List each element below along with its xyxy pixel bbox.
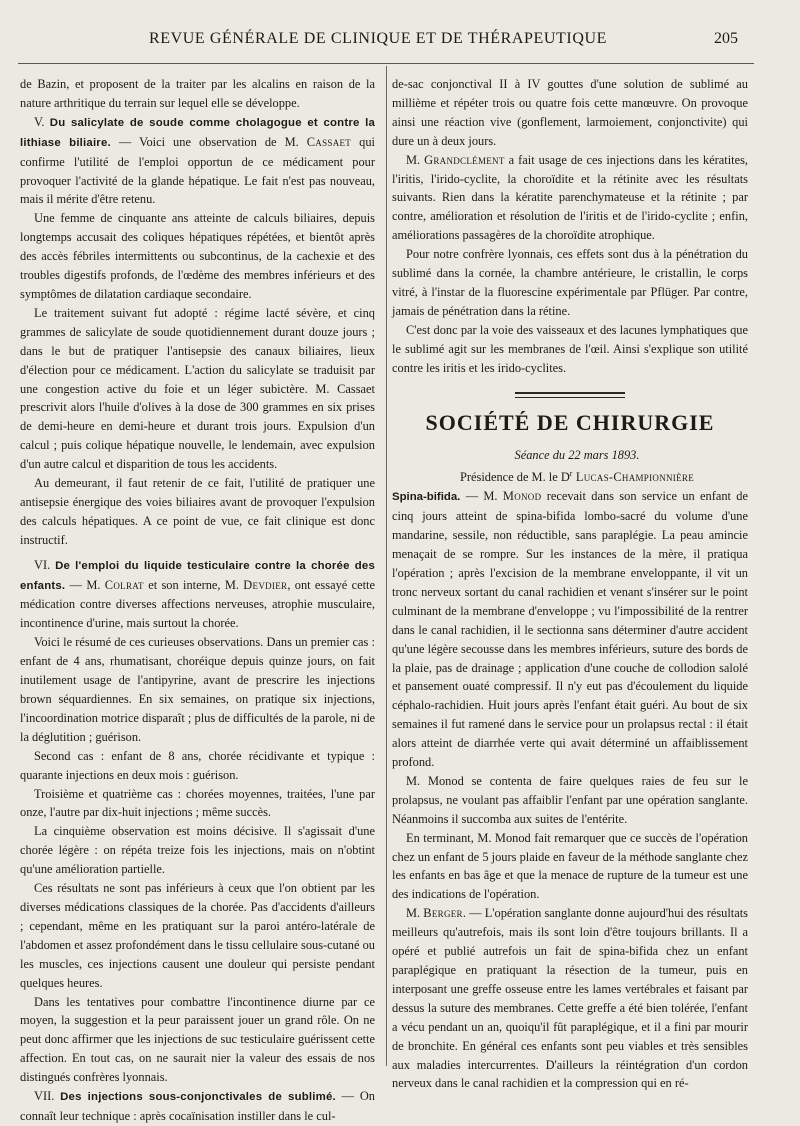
paragraph: Second cas : enfant de 8 ans, chorée récidivante et typique : quarante injections en deux mois : guérison. <box>20 748 375 782</box>
right-column <box>392 75 748 1093</box>
paragraph: Ces résultats ne sont pas inférieurs à ceux que l'on obtient par les diverses médications classiques de la chorée. Pas d'accidents d'ailleurs ; cependant, même en les pratiquant sur la paroi antéro-latérale de l'abdomen et assez profondément dans le tissu cellulaire sous-cutané ou les muscles, ces injections causent une douleur qui persiste pendant quelques heures. <box>20 881 375 990</box>
superscript: r <box>569 469 573 479</box>
header-rule <box>18 63 754 64</box>
dash: — M. <box>460 489 503 504</box>
section-heading: Des injections sous-conjonctivales de sublimé. <box>60 1091 336 1104</box>
paragraph: En terminant, M. Monod fait remarquer que ce succès de l'opération chez un enfant de 5 jours plaide en faveur de la méthode sanglante chez les enfants en bas âge et que la menace de rupture de la tumeur est une des indications de l'opération. <box>392 830 748 902</box>
section-heading: Du salicylate de soude comme cholagogue et contre la lithiase biliaire. <box>20 116 375 149</box>
text: — On connaît leur technique : après cocaïnisation instiller dans le cul- <box>20 1089 375 1123</box>
section-ornament-rule <box>515 386 625 408</box>
left-column <box>20 75 375 1126</box>
dash: — M. <box>65 577 105 592</box>
paragraph: M. Monod se contenta de faire quelques raies de feu sur le prolapsus, ne voulant pas affaiblir l'enfant par une opération sanglante. Néanmoins il succomba aux suites de l'entérite. <box>392 773 748 826</box>
author-name: Devdier <box>243 577 288 592</box>
author-name: Grandclément <box>424 152 505 167</box>
section-vi <box>20 556 375 634</box>
section-heading: De l'emploi du liquide testiculaire contre la chorée des enfants. <box>20 559 375 592</box>
paragraph-continued: de-sac conjonctival II à IV gouttes d'une solution de sublimé au millième et répéter trois ou quatre fois cette manœuvre. On provoque ainsi une réaction vive (gonflement, larmoiement, conjonctivite) qui dure un à deux jours. <box>392 77 748 148</box>
text: Voici une observation de M. <box>139 134 307 149</box>
paragraph: Au demeurant, il faut retenir de ce fait, l'utilité de pratiquer une antisepsie énergique des voies biliaires avant de provoquer l'expulsion des calculs hépatiques. A ce point de vue, ce fait clinique est donc instructif. <box>20 476 375 547</box>
paragraph: La cinquième observation est moins décisive. Il s'agissait d'une chorée légère : on répéta treize fois les injections, mais on n'obtint qu'une amélioration partielle. <box>20 824 375 877</box>
paragraph: Dans les tentatives pour combattre l'incontinence diurne par ce moyen, la suggestion et la peur paraissent jouer un grand rôle. On ne peut donc affirmer que les injections de suc testiculaire guérissent cette affection. En tout cas, on ne saurait nier la valeur des essais de nos distingués confrères lyonnais. <box>20 994 375 1085</box>
paragraph-berger <box>392 904 748 1093</box>
paragraph: Le traitement suivant fut adopté : régime lacté sévère, et cinq grammes de salicylate de soude quotidiennement durant douze jours ; dans le but de pratiquer l'antisepsie des canaux biliaires, lieux d'élection pour ce médicament. L'action du salicylate se traduisit par une congestion active du foie et un léger subictère. M. Cassaet prescrivit alors l'huile d'olives à la dose de 300 grammes en six prises de demi-heure en demi-heure et durant trois jours. Expulsion d'un calcul ; puis colique hépatique nouvelle, le lendemain, avec expulsion d'un autre calcul et disparition de tous les accidents. <box>20 305 375 472</box>
text: , ont essayé cette médication contre diverses affections nerveuses, atrophie musculaire, incontinence d'urine, mais surtout la chorée. <box>20 577 375 631</box>
author-name: Colrat <box>104 577 144 592</box>
dash: — <box>110 134 140 149</box>
text: M. <box>406 906 424 921</box>
society-title: SOCIÉTÉ DE CHIRURGIE <box>425 409 715 435</box>
paragraph-intro: de Bazin, et proposent de la traiter par les alcalins en raison de la nature arthritique du terrain sur lequel elle se développe. <box>20 77 375 110</box>
text: M. <box>406 152 425 167</box>
author-name: Monod <box>502 489 542 504</box>
text: a fait usage de ces injections dans les kératites, l'iritis, l'irido-cyclite, la choroïdite et la rétinite avec les résultats suivants. Rien dans la kératite parenchymateuse et la rétinite ; par contre, amélioration et résolution de l'iritis et de l'irido-cyclite ; enfin, améliorations passagères de la choroïdite atrophique. <box>392 152 748 243</box>
author-name: Berger <box>423 906 463 921</box>
text: et son interne, M. <box>143 577 244 592</box>
paragraph: Troisième et quatrième cas : chorées moyennes, traitées, l'une par onze, l'autre par dix-huit injections ; même succès. <box>20 786 375 820</box>
paragraph: C'est donc par la voie des vaisseaux et des lacunes lymphatiques que le sublimé agit sur les membranes de l'œil. Ainsi s'explique son utilité contre les iritis et les irido-cyclites. <box>392 322 748 375</box>
section-vii <box>20 1087 375 1126</box>
text: Présidence de M. le D <box>460 470 570 485</box>
paragraph-spina-bifida <box>392 487 748 772</box>
text: . — L'opération sanglante donne aujourd'hui des résultats meilleurs qu'autrefois, mais ils sont loin d'être toujours brillants. Il a opéré et publié autrefois un fait de spina-bifida chez un enfant paraplégique en pratiquant la résection de la tumeur, puis en interposant une greffe osseuse entre les lames vertébrales et faisant par dessus la suture des membranes. Cette greffe a été bien tolérée, l'enfant a vécu pendant un an, quoiqu'il fût paraplégique, et il a fini par mourir de bronchite. En général ces enfants sont peu viables et très sensibles aux maladies intercurrentes. D'ailleurs la réintégration d'un cordon nerveux dans le canal rachidien et la compression qui en ré- <box>392 906 748 1091</box>
running-header <box>18 30 738 54</box>
session-date: Séance du 22 mars 1893. <box>514 448 640 463</box>
section-number: V. <box>34 114 45 129</box>
paragraph: Une femme de cinquante ans atteinte de calculs biliaires, depuis longtemps accusait des coliques hépatiques répétées, et bientôt après des accès fébriles intermittents ou subcontinus, de la cachexie et des troubles digestifs profonds, de l'œdème des membres inférieurs et des symptômes de dilatation cardiaque secondaire. <box>20 211 375 301</box>
topic-heading: Spina-bifida. <box>392 491 461 504</box>
president-name: Lucas-Championnière <box>572 470 694 485</box>
paragraph: Voici le résumé de ces curieuses observations. Dans un premier cas : enfant de 4 ans, rhumatisant, choréique depuis quinze jours, on fait inutilement usage de l'antipyrine, avant de prescrire les injections brown séquardiennes. En six semaines, on pratique six injections, l'incoordination motrice disparaît ; plus de difficultés de la parole, ni de la déglutition ; guérison. <box>20 635 375 744</box>
presidency-line <box>392 465 748 487</box>
paragraph-grandclement <box>392 151 748 246</box>
paragraph: Pour notre confrère lyonnais, ces effets sont dus à la pénétration du sublimé dans la cornée, la chambre antérieure, le cristallin, le corps vitré, à l'instar de la fluorescine expérimentale par Pflüger. Par contre, jamais de pénétration dans la rétine. <box>392 247 748 318</box>
section-number: VII. <box>34 1089 55 1104</box>
page-number: 205 <box>714 30 738 47</box>
section-number: VI. <box>34 557 51 572</box>
author-name: Cassaet <box>306 134 352 149</box>
text: qui confirme l'utilité de l'emploi opportun de ce médicament pour provoquer l'activité de la glande hépatique. Le fait n'est pas nouveau, mais il mérite d'être retenu. <box>20 134 375 207</box>
text: recevait dans son service un enfant de cinq jours atteint de spina-bifida lombo-sacré du volume d'une mandarine, sessile, non réductible, sans paraplégie. La peau amincie menaçait de se rompre. Sur les instances de la mère, il pratiqua l'opération ; après l'excision de la membrane enveloppante, il vit un tronc nerveux sortant du canal rachidien et venant s'insérer sur le point culminant de la membrane d'enveloppe ; vu l'impossibilité de la rentrer dans le canal rachidien, il le sectionna sans déterminer d'autre accident qu'une légère secousse dans les membres inférieurs, suture des bords de la plaie, pas de drainage ; application d'une couche de collodion salolé et pansement ouaté compressif. Il n'y eut pas d'écoulement du liquide céphalo-rachidien. Huit jours après l'enfant était guéri. Au bout de six semaines il fut ramené dans le service pour un prolapsus rectal : il était alors atteint de diarrhée verte qui avait déterminé un affaiblissement profond. <box>392 489 748 770</box>
section-v <box>20 113 375 210</box>
column-divider <box>386 66 387 1066</box>
journal-title: REVUE GÉNÉRALE DE CLINIQUE ET DE THÉRAPEUTIQUE <box>148 30 608 47</box>
